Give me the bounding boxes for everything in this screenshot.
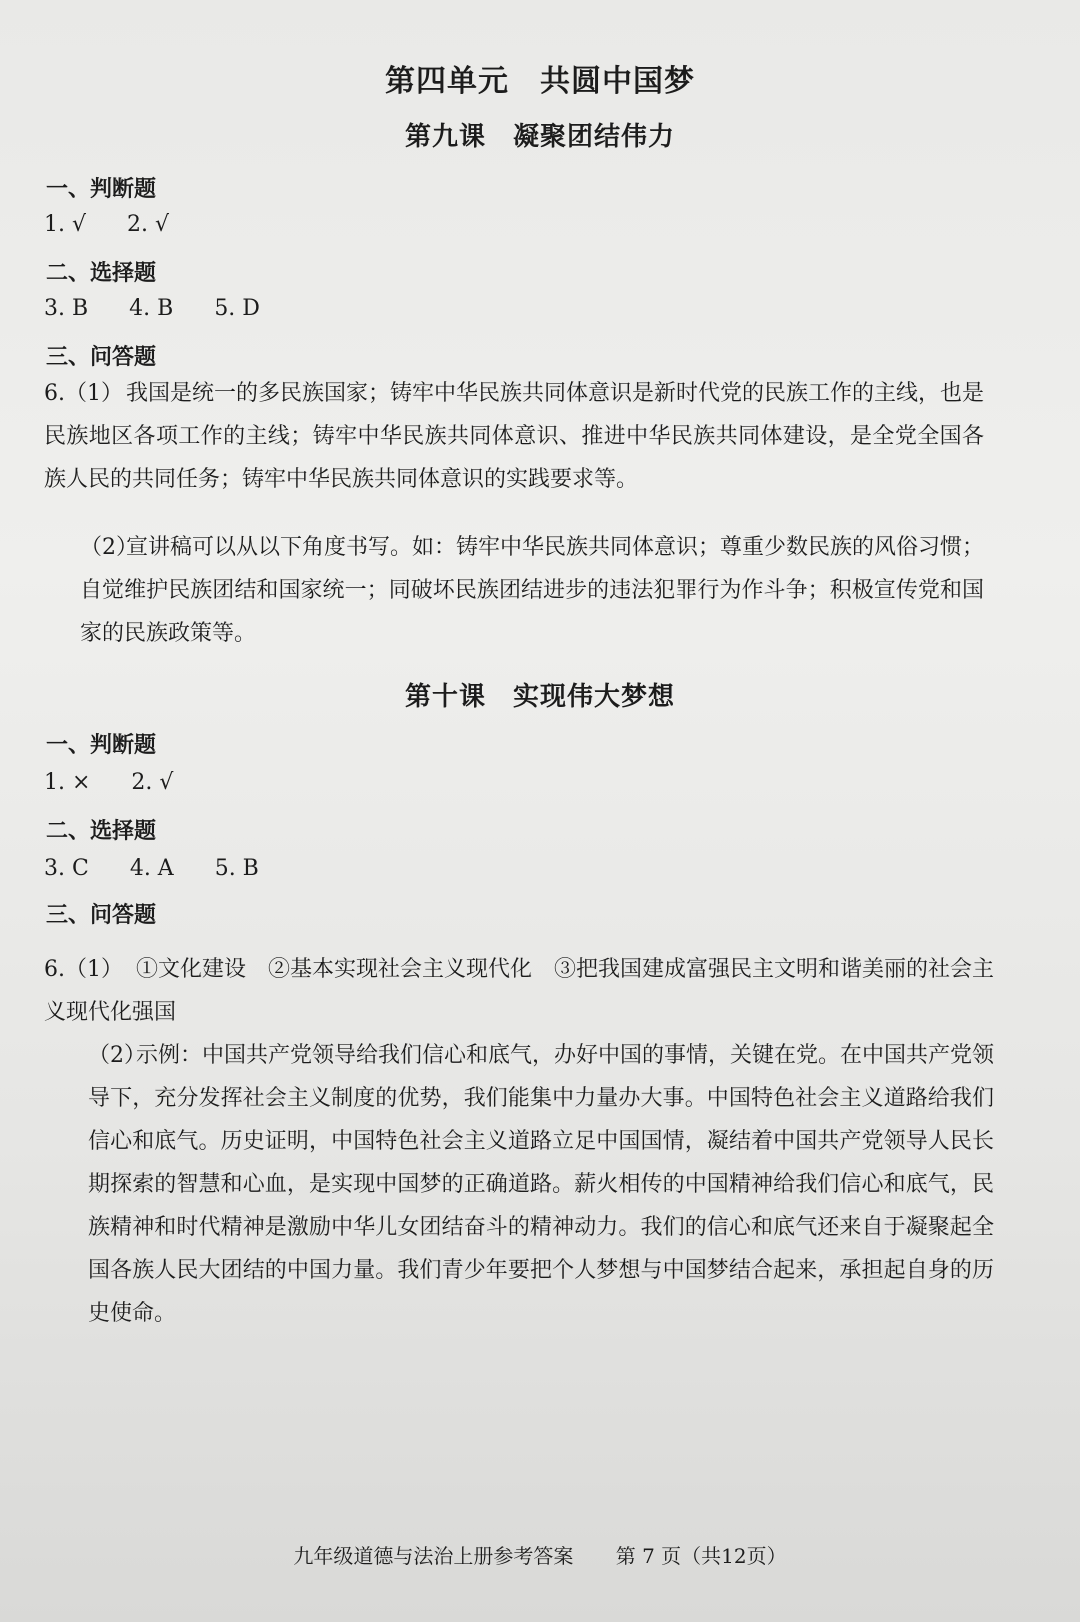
lesson-10-q6-part1 <box>44 948 994 1034</box>
lesson-10-choice-answers <box>44 856 293 881</box>
lesson-9-q6-part1 <box>44 372 984 501</box>
answer-item: 4. A <box>129 856 174 881</box>
lesson-10-qa-heading: 三、问答题 <box>46 903 157 928</box>
lesson-10-choice-heading: 二、选择题 <box>46 819 157 844</box>
lesson-10-judge-heading: 一、判断题 <box>46 733 157 758</box>
answer-item: 2. √ <box>127 212 170 237</box>
footer-page-number: 第 7 页（共12页） <box>615 1544 787 1568</box>
answer-item: 3. C <box>44 856 89 881</box>
answer-text: 宣讲稿可以从以下角度书写。如：铸牢中华民族共同体意识；尊重少数民族的风俗习惯；自觉维护民族团结和国家统一；同破坏民族团结进步的违法犯罪行为作斗争；积极宣传党和国家的民族政策等。 <box>80 535 985 646</box>
answer-item: 5. D <box>214 296 260 321</box>
answer-text: 示例：中国共产党领导给我们信心和底气，办好中国的事情，关键在党。在中国共产党领导下，充分发挥社会主义制度的优势，我们能集中力量办大事。中国特色社会主义道路给我们信心和底气。历史证明，中国特色社会主义道路立足中国国情，凝结着中国共产党领导人民长期探索的智慧和心血，是实现中国梦的正确道路。薪火相传的中国精神给我们信心和底气，民族精神和时代精神是激励中华儿女团结奋斗的精神动力。我们的信心和底气还来自于凝聚起全国各族人民大团结的中国力量。我们青少年要把个人梦想与中国梦结合起来，承担起自身的历史使命。 <box>88 1043 995 1326</box>
question-label: 6.（1） <box>44 381 123 406</box>
lesson-10-q6-part2 <box>88 1034 994 1335</box>
page-footer <box>0 1540 1080 1569</box>
unit-title: 第四单元 共圆中国梦 <box>385 64 695 99</box>
question-label: 6.（1） <box>44 957 123 982</box>
lesson-9-judge-answers <box>44 212 203 237</box>
lesson-9-judge-heading: 一、判断题 <box>46 177 157 202</box>
answer-text: 我国是统一的多民族国家；铸牢中华民族共同体意识是新时代党的民族工作的主线，也是民族地区各项工作的主线；铸牢中华民族共同体意识、推进中华民族共同体建设，是全党全国各族人民的共同任务；铸牢中华民族共同体意识的实践要求等。 <box>44 381 985 492</box>
answer-item: 2. √ <box>131 770 174 795</box>
lesson-9-choice-heading: 二、选择题 <box>46 261 157 286</box>
answer-item: 1. × <box>44 770 91 795</box>
footer-book-title: 九年级道德与法治上册参考答案 <box>293 1544 574 1568</box>
lesson-9-title: 第九课 凝聚团结伟力 <box>404 122 675 152</box>
answer-item: 1. √ <box>44 212 87 237</box>
lesson-10-judge-answers <box>44 770 207 795</box>
question-label: （2） <box>80 535 138 560</box>
lesson-9-qa-heading: 三、问答题 <box>46 345 157 370</box>
answer-text: ①文化建设 ②基本实现社会主义现代化 ③把我国建成富强民主文明和谐美丽的社会主义现代化强国 <box>44 957 995 1025</box>
lesson-9-choice-answers <box>44 296 294 321</box>
lesson-9-q6-part2 <box>80 526 984 655</box>
answer-item: 3. B <box>44 296 89 321</box>
lesson-10-title: 第十课 实现伟大梦想 <box>404 682 675 712</box>
question-label: （2） <box>88 1043 146 1068</box>
answer-item: 5. B <box>214 856 259 881</box>
answer-item: 4. B <box>129 296 174 321</box>
